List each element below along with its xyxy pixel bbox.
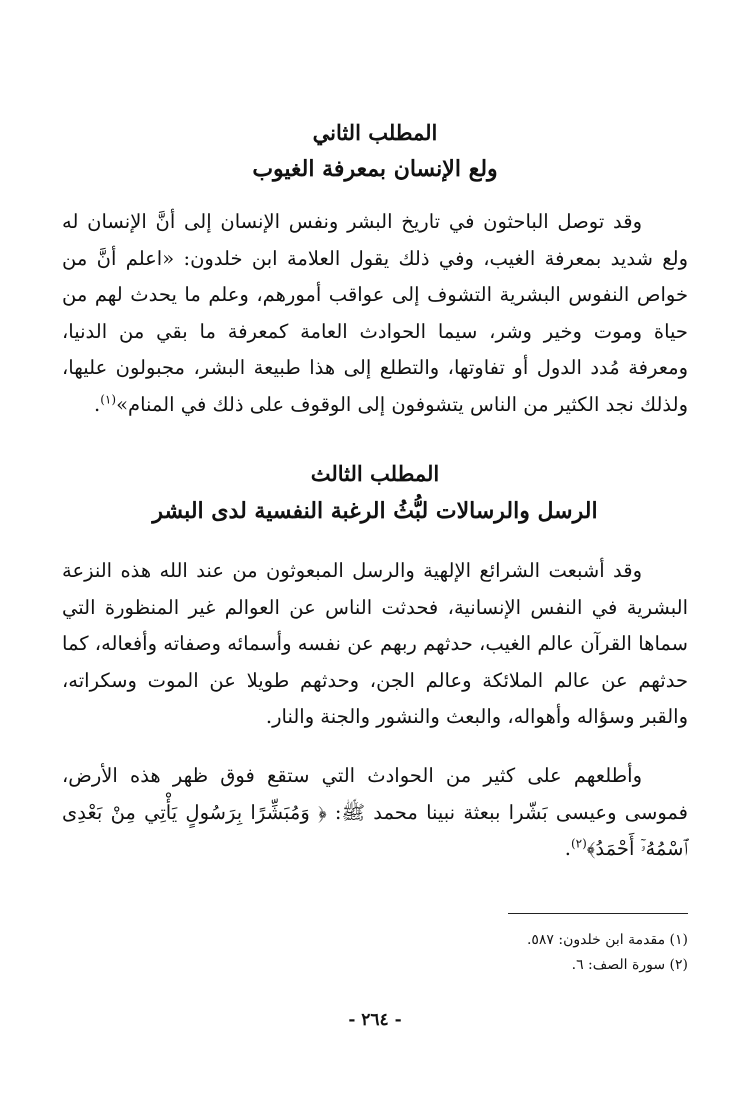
section-title: المطلب الثالث — [310, 461, 440, 486]
page-number: - ٢٦٤ - — [348, 1010, 402, 1030]
paragraph-text: وأطلعهم على كثير من الحوادث التي ستقع فوق ظهر هذه الأرض، فموسى وعيسى بَشّرا ببعثة نبينا محمد ﷺ: — [62, 764, 688, 824]
end-mark: . — [564, 837, 571, 860]
paragraph-text: وقد توصل الباحثون في تاريخ البشر ونفس الإنسان إلى أنَّ الإنسان له ولع شديد بمعرفة الغيب، وفي ذلك يقول العلامة ابن خلدون: «اعلم أنَّ من خواص النفوس البشرية التشوف إلى عواقب أمورهم، وعلم ما يحدث لهم من حياة وموت وخير وشر، سيما الحوادث العامة كمعرفة ما بقي من الدنيا، ومعرفة مُدد الدول أو تفاوتها، والتطلع إلى هذا طبيعة البشر، مجبولون عليها، ولذلك نجد الكثير من الناس يتشوفون إلى الوقوف على ذلك في المنام» — [62, 210, 688, 416]
body-paragraph: وقد توصل الباحثون في تاريخ البشر ونفس الإنسان إلى أنَّ الإنسان له ولع شديد بمعرفة الغيب، وفي ذلك يقول العلامة ابن خلدون: «اعلم أنَّ من خواص النفوس البشرية التشوف إلى عواقب أمورهم، وعلم ما يحدث لهم من حياة وموت وخير وشر، سيما الحوادث العامة كمعرفة ما بقي من الدنيا، ومعرفة مُدد الدول أو تفاوتها، والتطلع إلى هذا طبيعة البشر، مجبولون عليها، ولذلك نجد الكثير من الناس يتشوفون إلى الوقوف على ذلك في المنام»$^{(١)}$. — [62, 210, 688, 416]
footnote-reference[interactable]: (١) — [100, 392, 117, 406]
body-paragraph: وقد أشبعت الشرائع الإلهية والرسل المبعوثون من عند الله هذه النزعة البشرية في النفس الإنسانية، فحدثت الناس عن العوالم غير المنظورة التي سماها القرآن عالم الغيب، حدثهم ربهم عن نفسه وأسمائه وصفاته وأفعاله، كما حدثهم عن عالم الملائكة وعالم الجن، وحدثهم طويلا عن الموت وسكراته، والقبر وسؤاله وأهواله، والبعث والنشور والجنة والنار. — [62, 559, 688, 728]
body-paragraph — [62, 758, 688, 868]
footnote-item: (١) مقدمة ابن خلدون: ٥٨٧. — [526, 932, 688, 948]
section-subtitle: ولع الإنسان بمعرفة الغيوب — [252, 156, 498, 182]
book-page — [62, 0, 688, 1114]
footnote-reference[interactable]: (٢) — [570, 836, 587, 851]
footnote-item: (٢) سورة الصف: ٦. — [571, 957, 688, 973]
quran-verse: ﴿ وَمُبَشِّرًا بِرَسُولٍ يَأْتِي مِنْ بَعْدِى ٱسْمُهُۥٓ أَحْمَدُ﴾ — [62, 800, 688, 860]
footnotes — [62, 928, 688, 978]
section-subtitle: الرسل والرسالات لبُّثُ الرغبة النفسية لدى البشر — [152, 498, 598, 524]
section-title: المطلب الثاني — [312, 120, 438, 145]
footnote-divider — [508, 913, 688, 914]
